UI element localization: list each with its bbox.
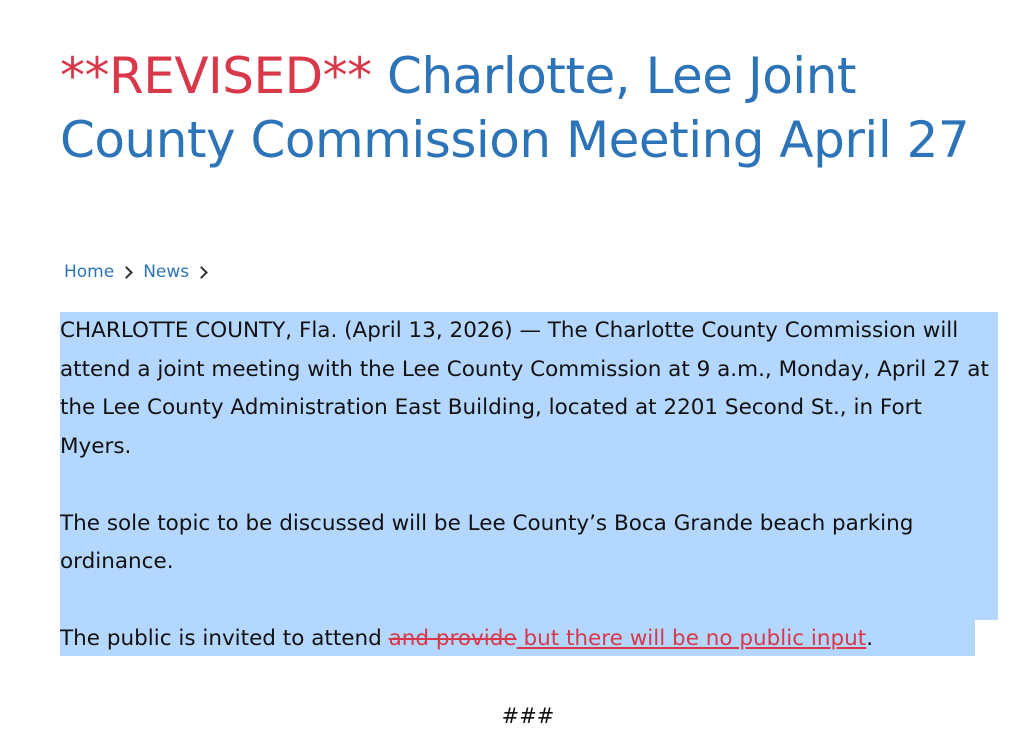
article-body xyxy=(60,312,1000,659)
struck-text: and provide xyxy=(388,626,517,651)
breadcrumb-news-link[interactable]: News xyxy=(143,262,190,282)
paragraph-3-end: . xyxy=(866,626,874,651)
article-paragraph-2: The sole topic to be discussed will be Lee County’s Boca Grande beach parking ordinance. xyxy=(60,510,914,574)
breadcrumb xyxy=(64,260,218,284)
breadcrumb-home-link[interactable]: Home xyxy=(64,262,115,282)
article-paragraph-3 xyxy=(60,620,1000,659)
article-paragraph-1: CHARLOTTE COUNTY, Fla. (April 13, 2026) — The Charlotte County Commission will attend a joint meeting with the Lee County Commission at 9 a.m., Monday, April 27 at the Lee County Administration East Building, located at 2201 Second St., in Fort Myers. xyxy=(60,318,989,459)
chevron-right-icon xyxy=(195,266,208,279)
page-title xyxy=(60,44,990,172)
revised-tag: **REVISED** xyxy=(60,47,372,105)
chevron-right-icon xyxy=(120,266,133,279)
paragraph-3-lead: The public is invited to attend xyxy=(60,626,389,651)
inserted-text: but there will be no public input xyxy=(516,626,867,651)
page-title-text: Charlotte, Lee Joint County Commission Meeting April 27 xyxy=(60,47,970,169)
end-mark: ### xyxy=(501,704,555,728)
